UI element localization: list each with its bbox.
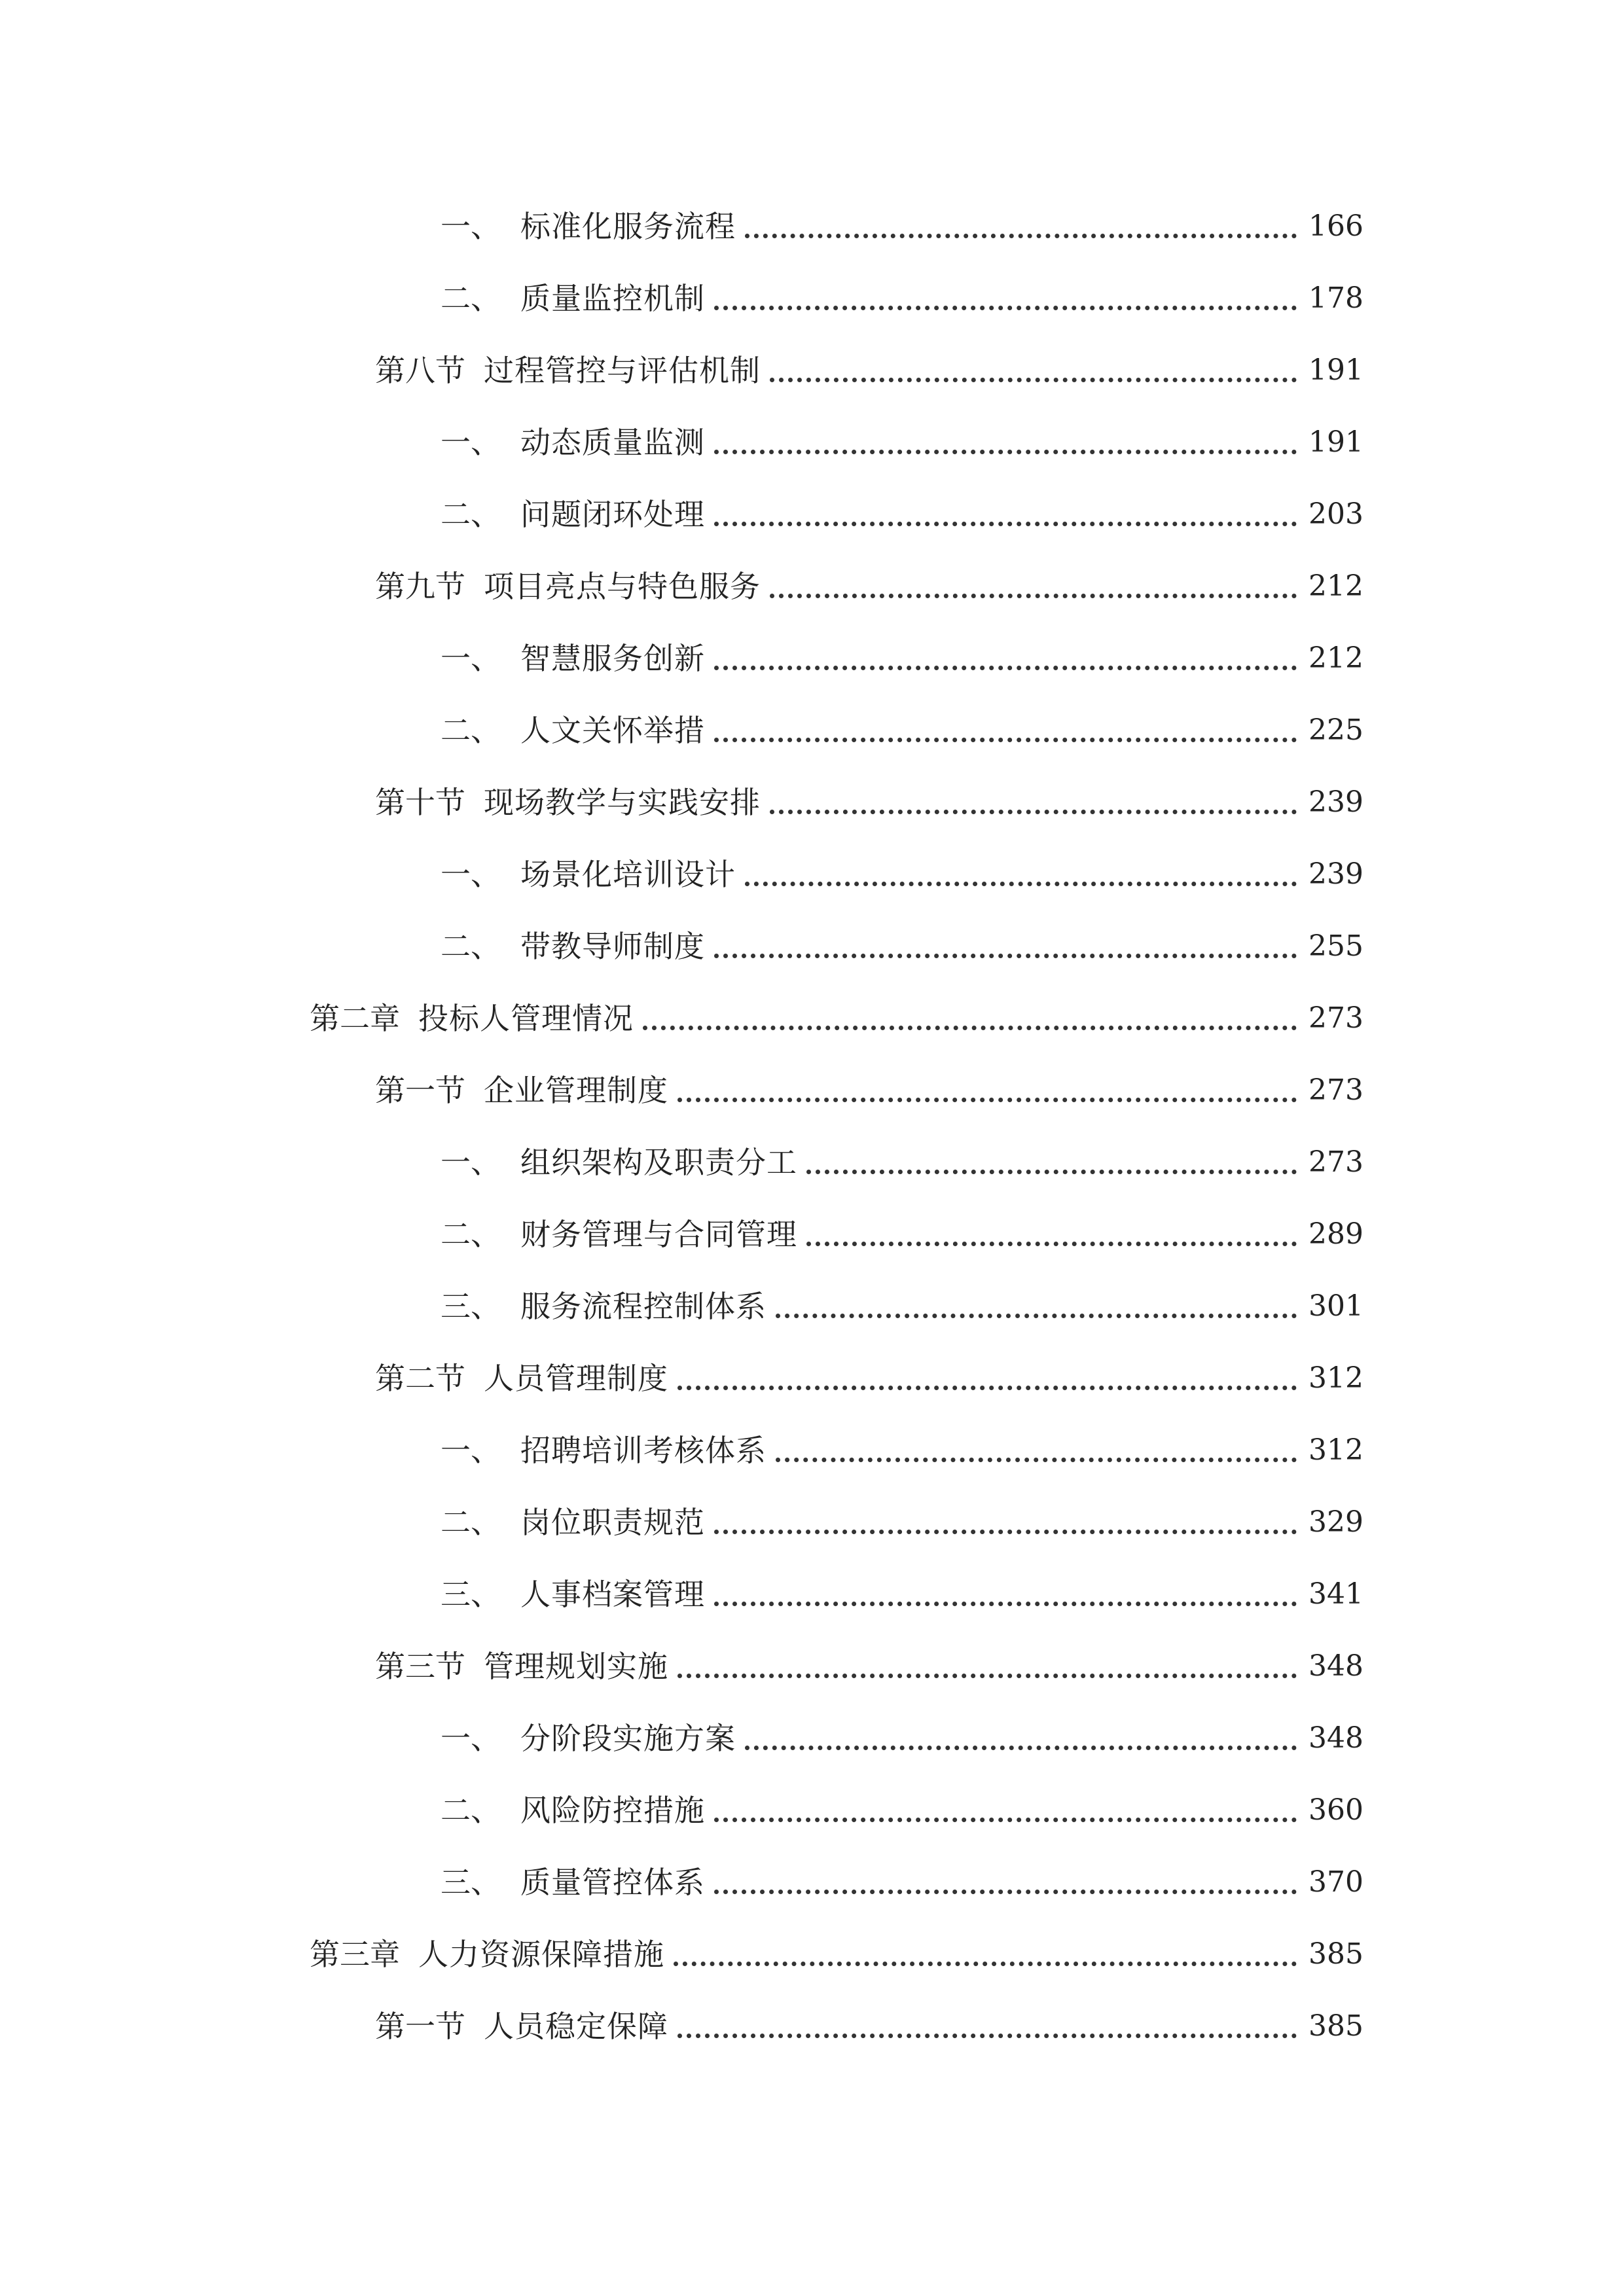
toc-entry[interactable] [441, 1424, 1363, 1477]
toc-dot-leader [745, 882, 1297, 886]
toc-entry-title: 招聘培训考核体系 [520, 1433, 767, 1468]
toc-entry-number: 三、 [441, 1577, 501, 1612]
toc-entry-title: 企业管理制度 [484, 1073, 668, 1108]
toc-entry-number: 第九节 [375, 569, 465, 604]
toc-entry-number: 第二章 [310, 1001, 400, 1036]
toc-dot-leader [714, 1530, 1297, 1534]
toc-entry-number: 第八节 [375, 353, 465, 388]
toc-entry[interactable] [375, 344, 1363, 397]
toc-page-number: 191 [1308, 353, 1363, 387]
toc-entry[interactable] [441, 1568, 1363, 1621]
toc-entry-number: 二、 [441, 1217, 501, 1252]
toc-entry-title: 质量监控机制 [520, 281, 705, 316]
toc-entry-title: 人力资源保障措施 [418, 1937, 664, 1972]
toc-entry-title: 项目亮点与特色服务 [484, 569, 761, 604]
toc-page-number: 385 [1308, 1937, 1363, 1971]
toc-entry-number: 一、 [441, 1145, 501, 1180]
toc-dot-leader [674, 1962, 1297, 1966]
toc-entry-number: 二、 [441, 713, 501, 748]
toc-entry-title: 人员稳定保障 [484, 2009, 668, 2044]
toc-entry-number: 一、 [441, 1721, 501, 1756]
toc-entry[interactable] [441, 488, 1363, 541]
toc-entry-title: 人员管理制度 [484, 1361, 668, 1396]
toc-entry[interactable] [375, 1064, 1363, 1117]
toc-entry-number: 一、 [441, 641, 501, 676]
toc-entry[interactable] [441, 848, 1363, 901]
toc-entry-title: 组织架构及职责分工 [520, 1145, 797, 1180]
toc-entry-number: 二、 [441, 929, 501, 964]
toc-entry-number: 三、 [441, 1865, 501, 1900]
toc-entry-title: 人文关怀举措 [520, 713, 705, 748]
toc-entry-number: 二、 [441, 1793, 501, 1828]
toc-dot-leader [714, 306, 1297, 310]
toc-entry-number: 第一节 [375, 1073, 465, 1108]
toc-entry[interactable] [441, 632, 1363, 685]
toc-page-number: 212 [1308, 569, 1363, 603]
toc-entry-number: 一、 [441, 857, 501, 892]
toc-entry[interactable] [375, 560, 1363, 613]
toc-page-number: 203 [1308, 497, 1363, 531]
toc-entry-title: 岗位职责规范 [520, 1505, 705, 1540]
toc-entry[interactable] [441, 1712, 1363, 1765]
toc-entry-title: 服务流程控制体系 [520, 1289, 767, 1324]
toc-dot-leader [806, 1242, 1297, 1246]
toc-dot-leader [714, 522, 1297, 526]
toc-page-number: 225 [1308, 713, 1363, 747]
toc-page-number: 255 [1308, 929, 1363, 963]
toc-page-number: 312 [1308, 1433, 1363, 1467]
toc-entry[interactable] [310, 1928, 1363, 1981]
toc-page-number: 273 [1308, 1145, 1363, 1179]
toc-entry-title: 标准化服务流程 [520, 209, 736, 244]
toc-entry[interactable] [441, 1136, 1363, 1189]
toc-entry[interactable] [375, 2000, 1363, 2053]
toc-page-number: 273 [1308, 1073, 1363, 1107]
toc-page-number: 348 [1308, 1649, 1363, 1683]
toc-page-number: 348 [1308, 1721, 1363, 1755]
toc-dot-leader [677, 1386, 1297, 1390]
toc-dot-leader [714, 1818, 1297, 1822]
toc-page-number: 301 [1308, 1289, 1363, 1323]
toc-entry[interactable] [441, 704, 1363, 757]
toc-entry-number: 三、 [441, 1289, 501, 1324]
toc-entry[interactable] [375, 1352, 1363, 1405]
toc-entry[interactable] [441, 272, 1363, 325]
toc-entry-title: 人事档案管理 [520, 1577, 705, 1612]
toc-entry-title: 问题闭环处理 [520, 497, 705, 532]
toc-entry-title: 带教导师制度 [520, 929, 705, 964]
toc-dot-leader [677, 2034, 1297, 2038]
toc-entry[interactable] [375, 776, 1363, 829]
toc-page-number: 341 [1308, 1577, 1363, 1611]
toc-page-number: 178 [1308, 281, 1363, 315]
toc-entry-title: 风险防控措施 [520, 1793, 705, 1828]
toc-page-number: 360 [1308, 1793, 1363, 1827]
toc-dot-leader [745, 1746, 1297, 1750]
toc-entry-title: 场景化培训设计 [520, 857, 736, 892]
toc-entry-title: 管理规划实施 [484, 1649, 668, 1684]
toc-entry-number: 二、 [441, 497, 501, 532]
toc-entry[interactable] [441, 920, 1363, 973]
toc-entry-title: 现场教学与实践安排 [484, 785, 761, 820]
toc-page-number: 239 [1308, 785, 1363, 819]
toc-page-number: 385 [1308, 2009, 1363, 2043]
toc-entry-title: 质量管控体系 [520, 1865, 705, 1900]
toc-entry-title: 分阶段实施方案 [520, 1721, 736, 1756]
toc-dot-leader [714, 1602, 1297, 1606]
toc-entry-number: 一、 [441, 425, 501, 460]
toc-dot-leader [776, 1314, 1297, 1318]
toc-entry-number: 一、 [441, 1433, 501, 1468]
toc-entry-title: 财务管理与合同管理 [520, 1217, 797, 1252]
toc-entry[interactable] [441, 1496, 1363, 1549]
toc-page-number: 212 [1308, 641, 1363, 675]
toc-entry-title: 智慧服务创新 [520, 641, 705, 676]
toc-page-number: 239 [1308, 857, 1363, 891]
toc-entry-number: 第二节 [375, 1361, 465, 1396]
toc-entry-number: 二、 [441, 1505, 501, 1540]
toc-entry[interactable] [310, 992, 1363, 1045]
toc-page-number: 312 [1308, 1361, 1363, 1395]
toc-dot-leader [714, 450, 1297, 454]
toc-entry[interactable] [441, 416, 1363, 469]
toc-entry[interactable] [375, 1640, 1363, 1693]
toc-entry[interactable] [441, 1208, 1363, 1261]
toc-entry-title: 动态质量监测 [520, 425, 705, 460]
toc-page-number: 289 [1308, 1217, 1363, 1251]
toc-page-number: 329 [1308, 1505, 1363, 1539]
toc-dot-leader [776, 1458, 1297, 1462]
toc-entry-number: 第十节 [375, 785, 465, 820]
toc-entry-title: 投标人管理情况 [418, 1001, 634, 1036]
toc-dot-leader [770, 810, 1297, 814]
toc-dot-leader [745, 234, 1297, 238]
toc-dot-leader [770, 378, 1297, 382]
toc-dot-leader [714, 1890, 1297, 1894]
toc-entry[interactable] [441, 200, 1363, 253]
toc-page-number: 166 [1308, 209, 1363, 243]
toc-dot-leader [714, 954, 1297, 958]
toc-entry-number: 第一节 [375, 2009, 465, 2044]
toc-dot-leader [677, 1674, 1297, 1678]
toc-page-number: 370 [1308, 1865, 1363, 1899]
toc-entry[interactable] [441, 1856, 1363, 1909]
toc-dot-leader [806, 1170, 1297, 1174]
toc-entry[interactable] [441, 1784, 1363, 1837]
toc-dot-leader [714, 738, 1297, 742]
toc-entry-number: 第三章 [310, 1937, 400, 1972]
toc-dot-leader [677, 1098, 1297, 1102]
toc-entry-number: 第三节 [375, 1649, 465, 1684]
toc-entry-number: 一、 [441, 209, 501, 244]
toc-page-number: 191 [1308, 425, 1363, 459]
toc-entry-number: 二、 [441, 281, 501, 316]
toc-entry-title: 过程管控与评估机制 [484, 353, 761, 388]
toc-dot-leader [643, 1026, 1297, 1030]
toc-entry[interactable] [441, 1280, 1363, 1333]
toc-dot-leader [714, 666, 1297, 670]
toc-page-number: 273 [1308, 1001, 1363, 1035]
toc-dot-leader [770, 594, 1297, 598]
